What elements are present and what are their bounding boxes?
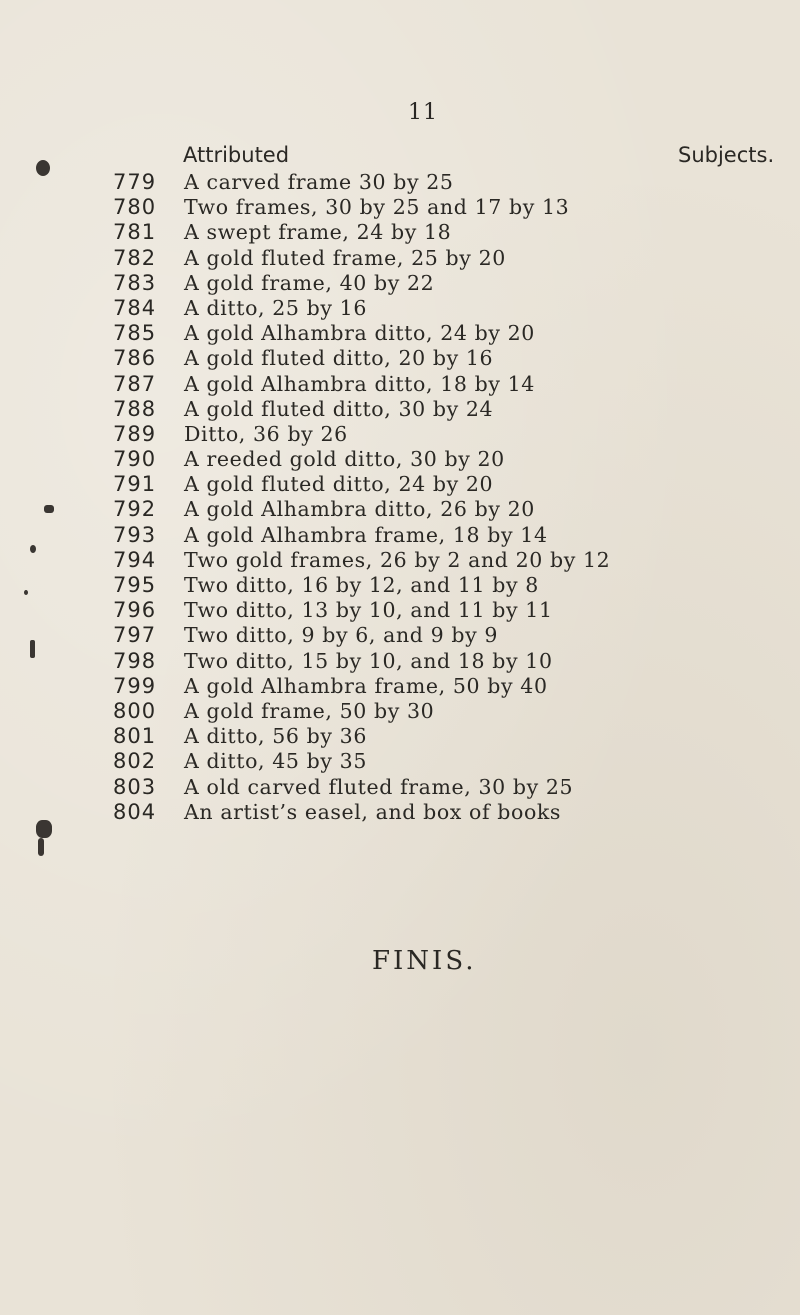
lot-row [0,573,800,598]
lot-description: A gold Alhambra ditto, 24 by 20 [184,321,535,346]
lot-number: 780 [113,195,157,220]
lot-row [0,346,800,371]
lot-description: Two ditto, 15 by 10, and 18 by 10 [184,648,553,673]
lot-row [0,472,800,497]
lot-description: A gold Alhambra frame, 50 by 40 [184,673,548,698]
lot-number: 781 [113,220,157,245]
lot-number: 804 [113,799,157,824]
lot-description: A gold Alhambra ditto, 26 by 20 [184,497,535,522]
lot-row [0,422,800,447]
page-number: 11 [408,100,438,125]
lot-row [0,598,800,623]
lot-number: 803 [113,774,157,799]
lot-number: 802 [113,749,157,774]
lot-description: A gold Alhambra frame, 18 by 14 [184,522,548,547]
lot-row [0,372,800,397]
lot-description: Two ditto, 13 by 10, and 11 by 11 [184,598,553,623]
lot-number: 800 [113,698,157,723]
lot-description: A gold Alhambra ditto, 18 by 14 [184,371,535,396]
lot-row [0,195,800,220]
closing-text: FINIS. [372,946,477,976]
lot-row [0,321,800,346]
lot-number: 789 [113,421,157,446]
lot-row [0,397,800,422]
foxing-spot [38,838,44,856]
lot-row [0,800,800,825]
lot-number: 801 [113,724,157,749]
lot-row [0,170,800,195]
lot-number: 792 [113,497,157,522]
lot-number: 798 [113,648,157,673]
lot-number: 795 [113,573,157,597]
lot-row [0,649,800,674]
lot-description: Two ditto, 9 by 6, and 9 by 9 [184,623,499,648]
lot-row [0,775,800,800]
lot-row [0,724,800,749]
lot-row [0,523,800,548]
lot-row [0,548,800,573]
lot-row [0,246,800,271]
lot-number: 796 [113,598,157,623]
lot-number: 794 [113,547,157,572]
lot-description: A reeded gold ditto, 30 by 20 [184,447,505,472]
lot-number: 784 [113,295,157,320]
lot-row [0,220,800,245]
lot-description: An artist’s easel, and box of books [184,799,562,824]
lot-number: 797 [113,623,157,648]
lot-description: Ditto, 36 by 26 [184,421,348,446]
lot-description: A ditto, 25 by 16 [184,295,367,320]
lot-number: 791 [113,472,157,497]
lot-row [0,447,800,472]
lot-description: A gold frame, 50 by 30 [184,698,435,723]
lot-number: 793 [113,522,157,547]
lot-row [0,749,800,774]
lot-number: 790 [113,447,157,472]
lot-row [0,674,800,699]
column-header-attributed: Attributed [183,143,290,167]
lot-number: 782 [113,245,157,270]
lot-row [0,497,800,522]
lot-number: 783 [113,270,157,295]
lot-description: A gold fluted ditto, 30 by 24 [184,396,494,421]
lot-description: A gold fluted ditto, 24 by 20 [184,472,494,497]
lot-description: A ditto, 45 by 35 [184,749,367,774]
lot-row [0,296,800,321]
lot-description: Two gold frames, 26 by 2 and 20 by 12 [184,547,611,572]
lot-number: 799 [113,673,157,698]
lot-description: Two ditto, 16 by 12, and 11 by 8 [184,573,539,597]
lot-row [0,271,800,296]
lot-description: A gold frame, 40 by 22 [184,270,435,295]
lot-description: A swept frame, 24 by 18 [184,220,452,245]
lot-description: A carved frame 30 by 25 [184,170,454,194]
lot-description: Two frames, 30 by 25 and 17 by 13 [184,195,570,220]
column-header-subjects: Subjects. [678,143,775,167]
lot-number: 787 [113,371,157,396]
lot-row [0,699,800,724]
lot-list [0,170,800,825]
lot-row [0,623,800,648]
lot-description: A gold fluted frame, 25 by 20 [184,245,506,270]
lot-description: A old carved fluted frame, 30 by 25 [184,774,574,799]
lot-description: A ditto, 56 by 36 [184,724,367,749]
lot-number: 785 [113,321,157,346]
lot-number: 788 [113,396,157,421]
lot-number: 779 [113,170,157,194]
lot-description: A gold fluted ditto, 20 by 16 [184,346,494,371]
lot-number: 786 [113,346,157,371]
